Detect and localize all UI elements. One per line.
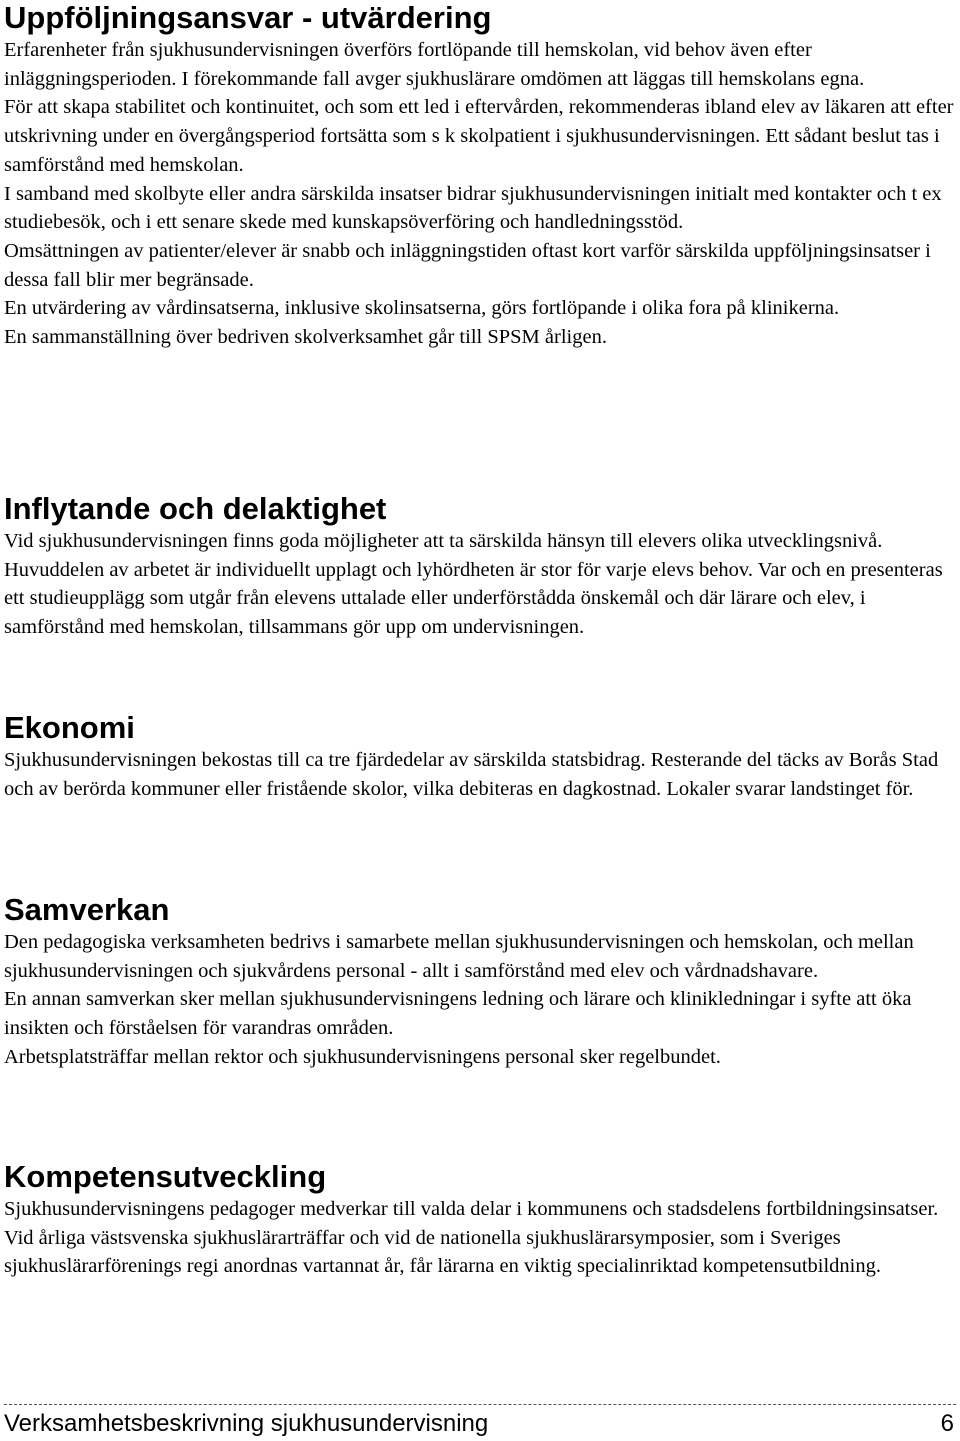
page-number: 6: [940, 1410, 954, 1437]
section-heading: Uppföljningsansvar - utvärdering: [4, 0, 492, 35]
paragraph: Sjukhusundervisningen bekostas till ca tre fjärdedelar av särskilda statsbidrag. Resterande del täcks av Borås Stad och av berörda kommuner eller fristående skolor, vilka debiteras en dagkostnad. Lokaler svarar landstinget för.: [4, 749, 939, 800]
section-heading: Inflytande och delaktighet: [4, 491, 387, 526]
page-footer: [4, 1407, 954, 1441]
paragraph: Sjukhusundervisningens pedagoger medverkar till valda delar i kommunens och stadsdelens fortbildningsinsatser.: [4, 1198, 939, 1220]
paragraph: Vid årliga västsvenska sjukhuslärarträffar och vid de nationella sjukhuslärarsymposier, som i Sveriges sjukhuslärarförenings regi anordnas vartannat år, får lärarna en viktig specialinriktad kompetensutbildning.: [4, 1226, 881, 1278]
section-inflytande: [4, 491, 956, 642]
footer-divider: [4, 1404, 956, 1405]
section-ekonomi: [4, 710, 956, 803]
section-heading: Kompetensutveckling: [4, 1159, 327, 1194]
paragraph: Erfarenheter från sjukhusundervisningen överförs fortlöpande till hemskolan, vid behov även efter inläggningsperioden. I förekommande fall avger sjukhuslärare omdömen att läggas till hemskolans egna.: [4, 39, 865, 90]
section-heading: Ekonomi: [4, 710, 135, 745]
paragraph: För att skapa stabilitet och kontinuitet, och som ett led i eftervården, rekommenderas ibland elev av läkaren att efter utskrivning under en övergångsperiod fortsätta som s k skolpatient i sjukhusundervisningen. Ett sådant beslut tas i samförstånd med hemskolan.: [4, 96, 954, 176]
section-uppfoljningsansvar: [4, 0, 956, 352]
paragraph: Vid sjukhusundervisningen finns goda möjligheter att ta särskilda hänsyn till elevers olika utvecklingsnivå. Huvuddelen av arbetet är individuellt upplagt och lyhördheten är stor för varje elevs behov. Var och en presenteras ett studieupplägg som utgår från elevens uttalade eller underförstådda önskemål och där lärare och elev, i samförstånd med hemskolan, tillsammans gör upp om undervisningen.: [4, 530, 943, 639]
paragraph: I samband med skolbyte eller andra särskilda insatser bidrar sjukhusundervisningen initialt med kontakter och t ex studiebesök, och i ett senare skede med kunskapsöverföring och handledningsstöd.: [4, 182, 942, 234]
section-samverkan: [4, 892, 956, 1072]
paragraph: En utvärdering av vårdinsatserna, inklusive skolinsatserna, görs fortlöpande i olika fora på klinikerna.: [4, 297, 840, 320]
paragraph: En sammanställning över bedriven skolverksamhet går till SPSM årligen.: [4, 326, 607, 349]
section-heading: Samverkan: [4, 892, 170, 927]
paragraph: Arbetsplatsträffar mellan rektor och sjukhusundervisningens personal sker regelbundet.: [4, 1045, 721, 1068]
paragraph: Den pedagogiska verksamheten bedrivs i samarbete mellan sjukhusundervisningen och hemskolan, och mellan sjukhusundervisningen och sjukvårdens personal - allt i samförstånd med elev och vårdnadshavare.: [4, 931, 914, 982]
paragraph: En annan samverkan sker mellan sjukhusundervisningens ledning och lärare och klinikledningar i syfte att öka insikten och förståelsen för varandras områden.: [4, 988, 912, 1040]
section-kompetensutveckling: [4, 1159, 956, 1281]
paragraph: Omsättningen av patienter/elever är snabb och inläggningstiden oftast kort varför särskilda uppföljningsinsatser i dessa fall blir mer begränsade.: [4, 239, 931, 291]
footer-title: Verksamhetsbeskrivning sjukhusundervisning: [4, 1410, 489, 1437]
